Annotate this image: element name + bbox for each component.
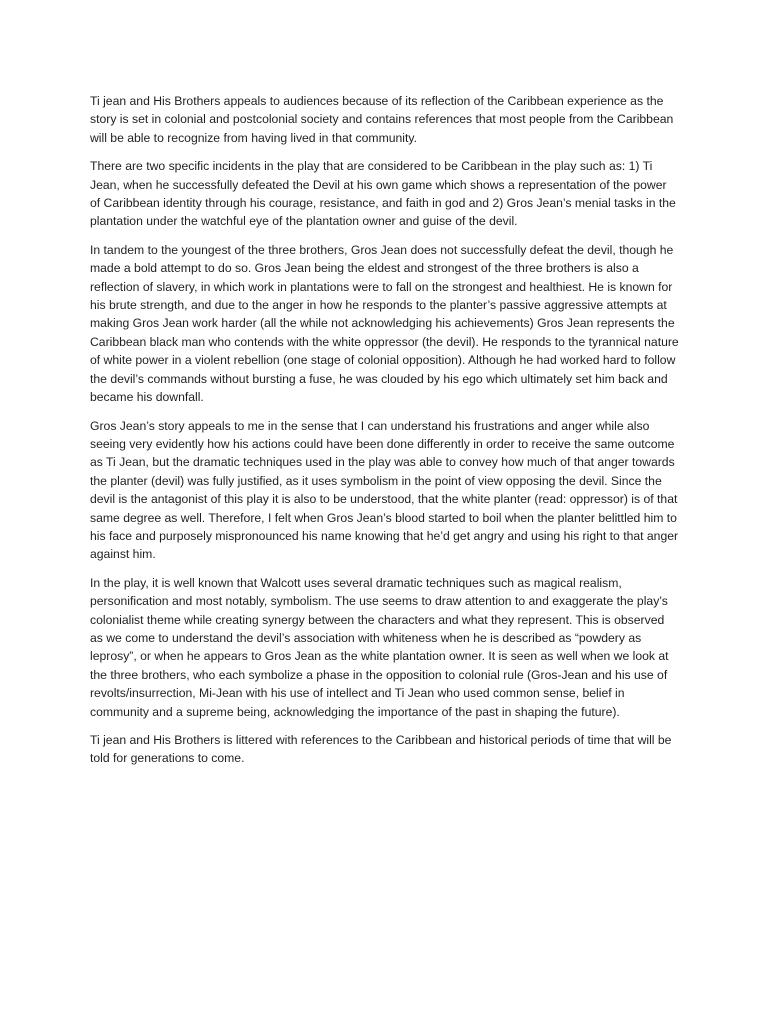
document-body [90, 92, 680, 778]
paragraph-5: In the play, it is well known that Walcott uses several dramatic techniques such as magical realism, personification and most notably, symbolism. The use seems to draw attention to and exaggerate the play’s colonialist theme while creating synergy between the characters and what they represent. This is observed as we come to understand the devil’s association with whiteness when he is described as “powdery as leprosy”, or when he appears to Gros Jean as the white plantation owner. It is seen as well when we look at the three brothers, who each symbolize a phase in the opposition to colonial rule (Gros-Jean and his use of revolts/insurrection, Mi-Jean with his use of intellect and Ti Jean who used common sense, belief in community and a supreme being, acknowledging the importance of the past in shaping the future). [90, 575, 669, 719]
paragraph-1: Ti jean and His Brothers appeals to audiences because of its reflection of the Caribbean experience as the story is set in colonial and postcolonial society and contains references that most people from the Caribbean will be able to recognize from having lived in that community. [90, 94, 674, 145]
paragraph-3: In tandem to the youngest of the three brothers, Gros Jean does not successfully defeat the devil, though he made a bold attempt to do so. Gros Jean being the eldest and strongest of the three brothers is also a reflection of slavery, in which work in plantations were to fall on the strongest and healthiest. He is known for his brute strength, and due to the anger in how he responds to the planter’s passive aggressive attempts at making Gros Jean work harder (all the while not acknowledging his achievements) Gros Jean represents the Caribbean black man who contends with the white oppressor (the devil). He responds to the tyrannical nature of white power in a violent rebellion (one stage of colonial opposition). Although he had worked hard to follow the devil’s commands without bursting a fuse, he was clouded by his ego which ultimately set him back and became his downfall. [90, 242, 679, 405]
paragraph-4: Gros Jean’s story appeals to me in the sense that I can understand his frustrations and anger while also seeing very evidently how his actions could have been done differently in order to receive the same outcome as Ti Jean, but the dramatic techniques used in the play was able to convey how much of that anger towards the planter (devil) was fully justified, as it uses symbolism in the point of view opposing the devil. Since the devil is the antagonist of this play it is also to be understood, that the white planter (read: oppressor) is of that same degree as well. Therefore, I felt when Gros Jean’s blood started to boil when the planter belittled him to his face and purposely mispronounced his name knowing that he’d get angry and using his right to that anger against him. [90, 418, 679, 562]
paragraph-6: Ti jean and His Brothers is littered with references to the Caribbean and historical periods of time that will be told for generations to come. [90, 733, 672, 766]
paragraph-2: There are two specific incidents in the play that are considered to be Caribbean in the play such as: 1) Ti Jean, when he successfully defeated the Devil at his own game which shows a representation of the power of Caribbean identity through his courage, resistance, and faith in god and 2) Gros Jean’s menial tasks in the plantation under the watchful eye of the plantation owner and guise of the devil. [90, 159, 676, 229]
